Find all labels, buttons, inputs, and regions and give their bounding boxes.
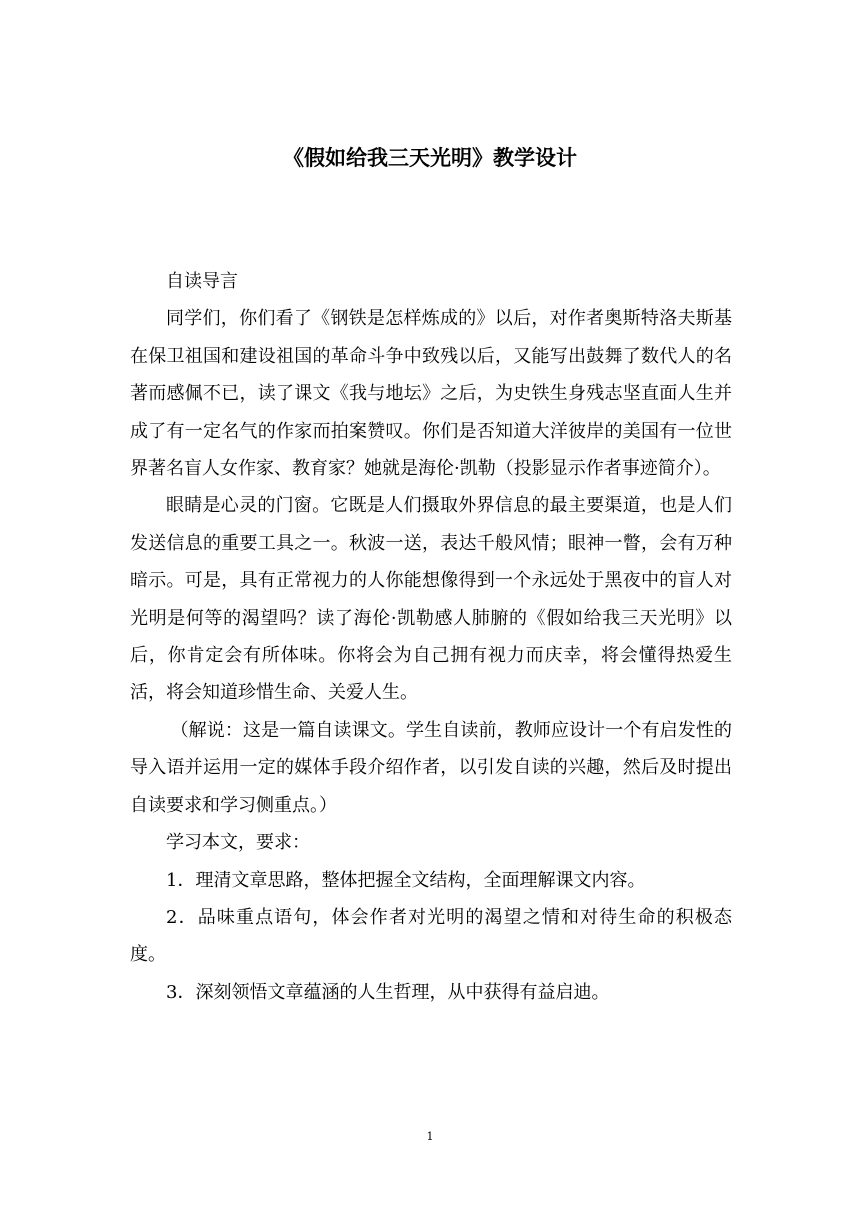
paragraph-intro: 同学们，你们看了《钢铁是怎样炼成的》以后，对作者奥斯特洛夫斯基在保卫祖国和建设祖国的革命斗争中致残以后，又能写出鼓舞了数代人的名著而感佩不已，读了课文《我与地坛》之后，为史铁生身残志坚直面人生并成了有一定名气的作家而拍案赞叹。你们是否知道大洋彼岸的美国有一位世界著名盲人女作家、教育家？她就是海伦·凯勒（投影显示作者事迹简介）。 [130,308,732,480]
document-title: 《假如给我三天光明》教学设计 [283,145,577,170]
requirements-heading: 学习本文，要求： [166,832,310,854]
document-body [130,263,732,1011]
paragraph-eyes: 眼睛是心灵的门窗。它既是人们摄取外界信息的最主要渠道，也是人们发送信息的重要工具之一。秋波一送，表达千般风情；眼神一瞥，会有万种暗示。可是，具有正常视力的人你能想像得到一个永远处于黑夜中的盲人对光明是何等的渴望吗？读了海伦·凯勒感人肺腑的《假如给我三天光明》以后，你肯定会有所体味。你将会为自己拥有视力而庆幸，将会懂得热爱生活，将会知道珍惜生命、关爱人生。 [130,495,732,704]
requirement-item: 2．品味重点语句，体会作者对光明的渴望之情和对待生命的积极态度。 [130,906,732,966]
requirement-item: 1．理清文章思路，整体把握全文结构，全面理解课文内容。 [166,869,646,891]
section-heading: 自读导言 [166,271,238,292]
requirement-item: 3．深刻领悟文章蕴涵的人生哲理，从中获得有益启迪。 [166,981,610,1003]
paragraph-explanation: （解说：这是一篇自读课文。学生自读前，教师应设计一个有启发性的导入语并运用一定的媒体手段介绍作者，以引发自读的兴趣，然后及时提出自读要求和学习侧重点。） [130,719,732,816]
page-number: 1 [426,1130,434,1143]
